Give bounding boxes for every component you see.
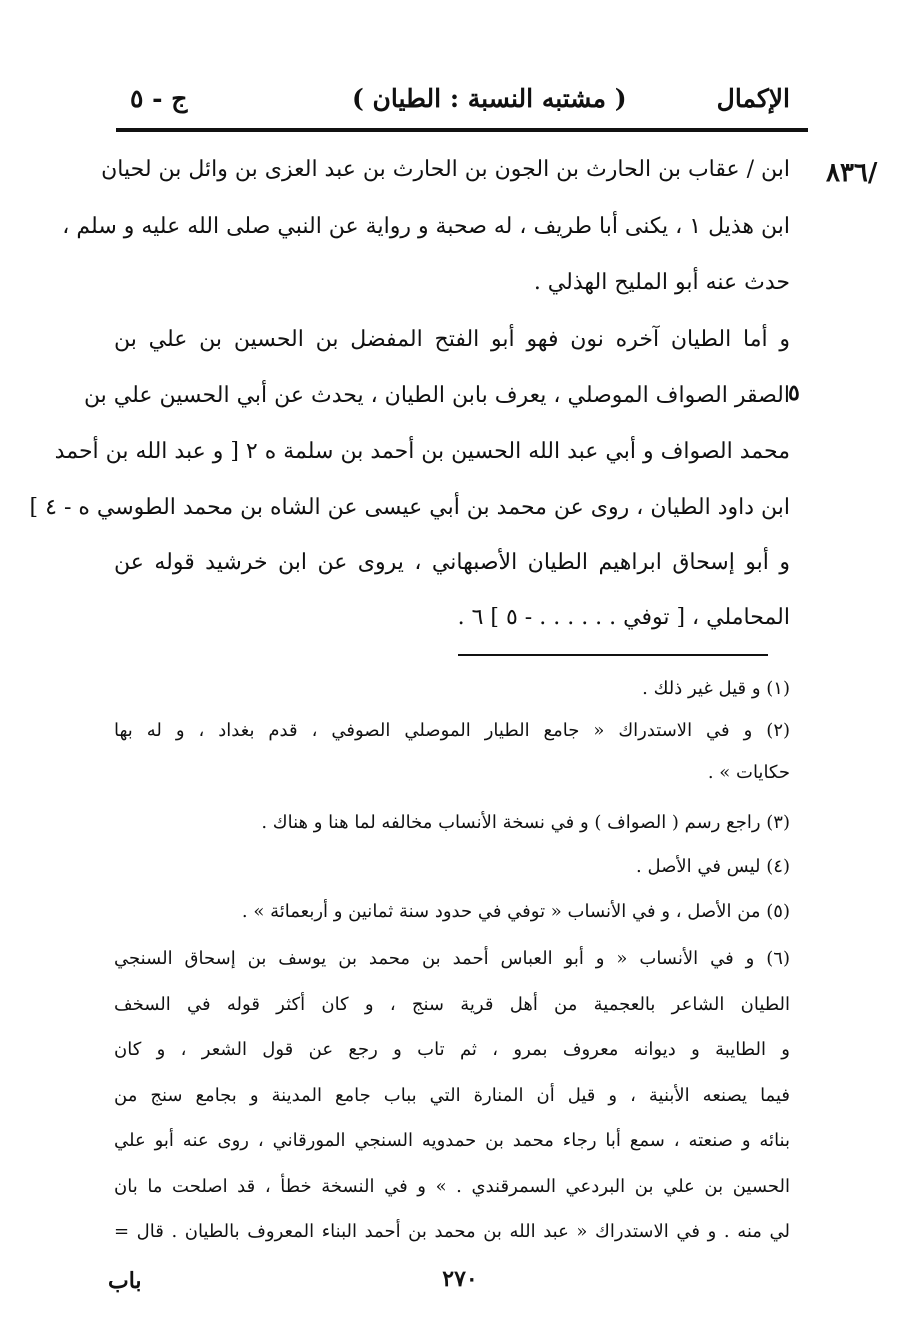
footnote-line: لي منه . و في الاستدراك « عبد الله بن محمد بن أحمد البناء المعروف بالطيان . قال = bbox=[114, 1221, 790, 1242]
margin-line-marker: ٥ bbox=[788, 380, 800, 406]
body-line: ابن داود الطيان ، روى عن محمد بن أبي عيسى عن الشاه بن محمد الطوسي ه - ٤ ] bbox=[29, 495, 790, 520]
book-title: الإكمال bbox=[716, 84, 790, 113]
footnote-line: و الطايبة و ديوانه معروف بمرو ، ثم تاب و رجع عن قول الشعر ، و كان bbox=[114, 1039, 790, 1060]
footnote-line: بنائه و صنعته ، سمع أبا رجاء محمد بن حمدويه السنجي المورقاني ، روى عنه أبو علي bbox=[114, 1130, 790, 1151]
body-line: حدث عنه أبو المليح الهذلي . bbox=[533, 270, 790, 295]
body-line: الصقر الصواف الموصلي ، يعرف بابن الطيان ، يحدث عن أبي الحسين علي بن bbox=[83, 383, 790, 408]
footnote-rule bbox=[458, 654, 768, 656]
footnote-line: (٥) من الأصل ، و في الأنساب « توفي في حدود سنة ثمانين و أربعمائة » . bbox=[241, 901, 790, 922]
footnote-line: (٦) و في الأنساب « و أبو العباس أحمد بن محمد بن يوسف بن إسحاق السنجي bbox=[114, 948, 790, 969]
footnote-line: الطيان الشاعر بالعجمية من أهل قرية سنج ، و كان أكثر قوله في السخف bbox=[114, 994, 790, 1015]
body-line: و أبو إسحاق ابراهيم الطيان الأصبهاني ، يروى عن ابن خرشيد قوله عن bbox=[114, 550, 790, 575]
margin-ref-number: /٨٣٦ bbox=[826, 158, 878, 188]
footnote-line: (١) و قيل غير ذلك . bbox=[642, 678, 790, 699]
footnote-line: (٤) ليس في الأصل . bbox=[636, 856, 790, 877]
volume-label: ج - ٥ bbox=[130, 84, 188, 113]
body-line: المحاملي ، [ توفي . . . . . . - ٥ ] ٦ . bbox=[457, 605, 790, 630]
page-number: ٢٧٠ bbox=[442, 1266, 478, 1292]
footnote-line: فيما يصنعه الأبنية ، و قيل أن المنارة التي بباب جامع المدينة و بجامع سنج من bbox=[114, 1085, 790, 1106]
body-line: ابن / عقاب بن الحارث بن الجون بن الحارث بن عبد العزى بن وائل بن لحيان bbox=[101, 157, 790, 182]
header-rule bbox=[116, 128, 808, 132]
body-line: ابن هذيل ١ ، يكنى أبا طريف ، له صحبة و رواية عن النبي صلى الله عليه و سلم ، bbox=[62, 214, 790, 239]
footnote-line: (٣) راجع رسم ( الصواف ) و في نسخة الأنساب مخالفه لما هنا و هناك . bbox=[261, 812, 790, 833]
section-title: ( مشتبه النسبة : الطيان ) bbox=[352, 84, 627, 113]
catchword: باب bbox=[108, 1268, 142, 1294]
body-line: محمد الصواف و أبي عبد الله الحسين بن أحمد بن سلمة ه ٢ [ و عبد الله بن أحمد bbox=[54, 439, 790, 464]
footnote-line: الحسين بن علي بن البردعي السمرقندي . » و في النسخة خطأ ، قد اصلحت ما بان bbox=[114, 1176, 790, 1197]
footnote-line: حكايات » . bbox=[707, 762, 790, 783]
body-line: و أما الطيان آخره نون فهو أبو الفتح المفضل بن الحسين بن علي بن bbox=[114, 327, 790, 352]
footnote-line: (٢) و في الاستدراك « جامع الطيار الموصلي الصوفي ، قدم بغداد ، و له بها bbox=[114, 720, 791, 741]
